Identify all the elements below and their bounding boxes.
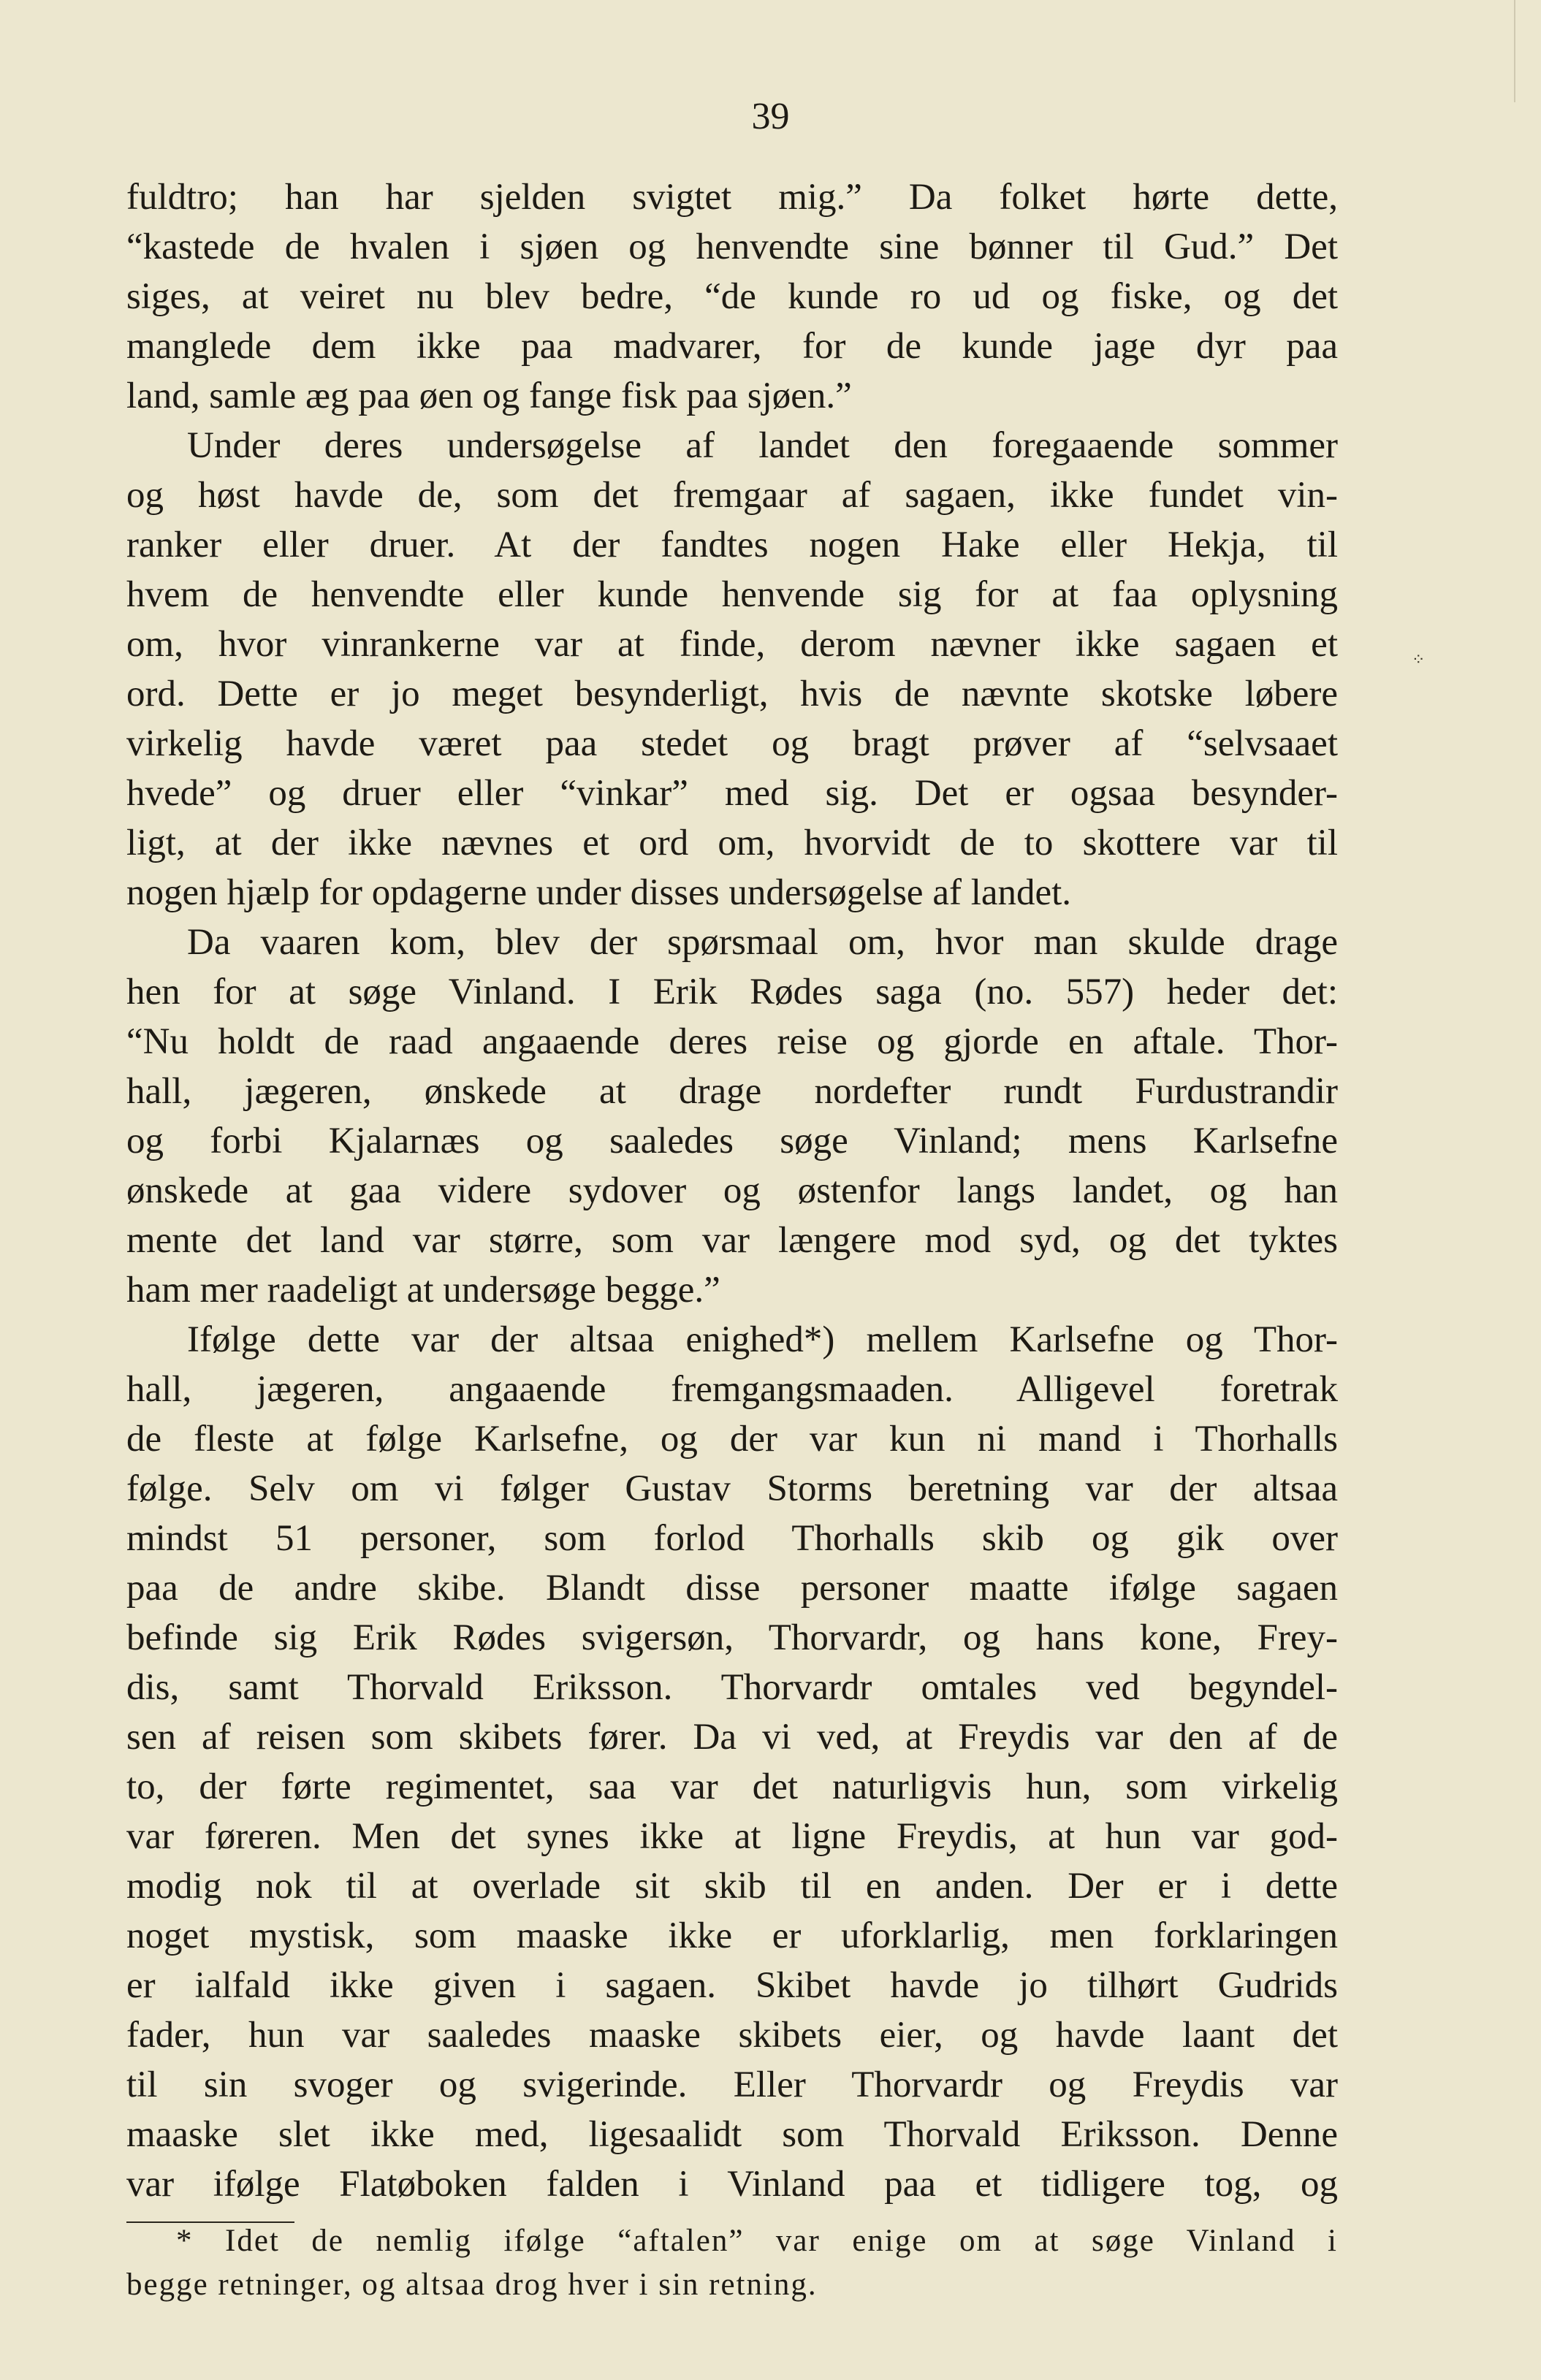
- body-text: [126, 172, 1338, 2209]
- text-line: befinde sig Erik Rødes svigersøn, Thorvardr, og hans kone, Frey-: [126, 1617, 1338, 1658]
- margin-mark: ⁘: [1412, 650, 1426, 668]
- text-line: hall, jægeren, ønskede at drage nordefter rundt Furdustrandir: [126, 1071, 1338, 1112]
- text-line: hen for at søge Vinland. I Erik Rødes saga (no. 557) heder det:: [126, 972, 1338, 1012]
- text-line: sen af reisen som skibets fører. Da vi ved, at Freydis var den af de: [126, 1717, 1338, 1758]
- text-line: modig nok til at overlade sit skib til en anden. Der er i dette: [126, 1866, 1338, 1907]
- text-line: dis, samt Thorvald Eriksson. Thorvardr omtales ved begyndel-: [126, 1667, 1338, 1708]
- text-line: fader, hun var saaledes maaske skibets eier, og havde laant det: [126, 2015, 1338, 2056]
- text-line: og høst havde de, som det fremgaar af sagaen, ikke fundet vin-: [126, 475, 1338, 516]
- text-line: Da vaaren kom, blev der spørsmaal om, hvor man skulde drage: [187, 922, 1338, 963]
- text-line: om, hvor vinrankerne var at finde, derom nævner ikke sagaen et: [126, 624, 1338, 665]
- text-line: ligt, at der ikke nævnes et ord om, hvorvidt de to skottere var til: [126, 823, 1338, 863]
- text-line: maaske slet ikke med, ligesaalidt som Thorvald Eriksson. Denne: [126, 2114, 1338, 2155]
- text-line: er ialfald ikke given i sagaen. Skibet havde jo tilhørt Gudrids: [126, 1965, 1338, 2006]
- text-line: siges, at veiret nu blev bedre, “de kunde ro ud og fiske, og det: [126, 276, 1338, 317]
- text-line: ham mer raadeligt at undersøge begge.”: [126, 1270, 720, 1311]
- text-line: mindst 51 personer, som forlod Thorhalls skib og gik over: [126, 1518, 1338, 1559]
- page-edge-line: [1514, 0, 1515, 102]
- text-line: følge. Selv om vi følger Gustav Storms beretning var der altsaa: [126, 1468, 1338, 1509]
- text-line: hvem de henvendte eller kunde henvende sig for at faa oplysning: [126, 574, 1338, 615]
- footnote: [126, 2219, 1338, 2307]
- text-line: “Nu holdt de raad angaaende deres reise og gjorde en aftale. Thor-: [126, 1021, 1338, 1062]
- text-line: “kastede de hvalen i sjøen og henvendte sine bønner til Gud.” Det: [126, 226, 1338, 267]
- footnote-line: * Idet de nemlig ifølge “aftalen” var enige om at søge Vinland i: [176, 2224, 1338, 2258]
- text-line: Under deres undersøgelse af landet den foregaaende sommer: [187, 425, 1338, 466]
- text-line: land, samle æg paa øen og fange fisk paa sjøen.”: [126, 375, 852, 416]
- text-line: manglede dem ikke paa madvarer, for de kunde jage dyr paa: [126, 326, 1338, 367]
- text-line: til sin svoger og svigerinde. Eller Thorvardr og Freydis var: [126, 2064, 1338, 2105]
- text-line: hall, jægeren, angaaende fremgangsmaaden. Alligevel foretrak: [126, 1369, 1338, 1410]
- text-line: virkelig havde været paa stedet og bragt prøver af “selvsaaet: [126, 723, 1338, 764]
- text-line: var ifølge Flatøboken falden i Vinland paa et tidligere tog, og: [126, 2164, 1338, 2205]
- text-line: de fleste at følge Karlsefne, og der var kun ni mand i Thorhalls: [126, 1419, 1338, 1460]
- text-line: hvede” og druer eller “vinkar” med sig. Det er ogsaa besynder-: [126, 773, 1338, 814]
- text-line: fuldtro; han har sjelden svigtet mig.” Da folket hørte dette,: [126, 177, 1338, 218]
- text-line: mente det land var større, som var længere mod syd, og det tyktes: [126, 1220, 1338, 1261]
- text-line: ønskede at gaa videre sydover og østenfor langs landet, og han: [126, 1170, 1338, 1211]
- text-line: ranker eller druer. At der fandtes nogen Hake eller Hekja, til: [126, 525, 1338, 565]
- text-line: Ifølge dette var der altsaa enighed*) mellem Karlsefne og Thor-: [187, 1319, 1338, 1360]
- text-line: paa de andre skibe. Blandt disse personer maatte ifølge sagaen: [126, 1568, 1338, 1609]
- text-line: ord. Dette er jo meget besynderligt, hvis de nævnte skotske løbere: [126, 674, 1338, 714]
- page-number: 39: [751, 96, 790, 137]
- text-line: noget mystisk, som maaske ikke er uforklarlig, men forklaringen: [126, 1915, 1338, 1956]
- text-line: nogen hjælp for opdagerne under disses undersøgelse af landet.: [126, 872, 1072, 913]
- text-line: og forbi Kjalarnæs og saaledes søge Vinland; mens Karlsefne: [126, 1121, 1338, 1162]
- text-line: var føreren. Men det synes ikke at ligne Freydis, at hun var god-: [126, 1816, 1338, 1857]
- footnote-line: begge retninger, og altsaa drog hver i sin retning.: [126, 2268, 818, 2302]
- text-line: to, der førte regimentet, saa var det naturligvis hun, som virkelig: [126, 1766, 1338, 1807]
